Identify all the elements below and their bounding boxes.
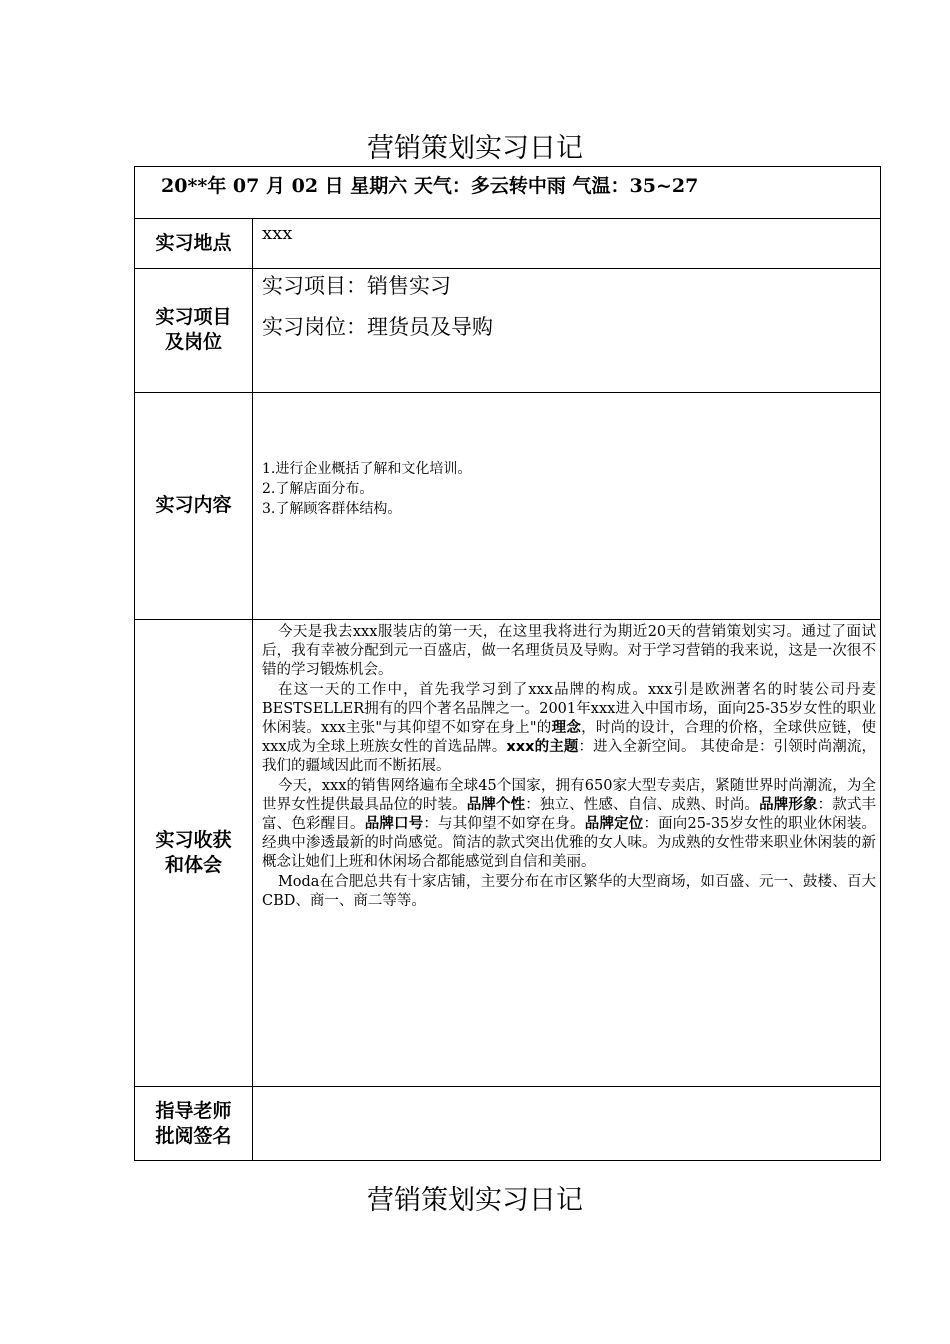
diary-table (134, 166, 881, 1161)
teacher-signature-field[interactable] (253, 1087, 881, 1160)
project-item: 实习项目：销售实习 (262, 274, 451, 298)
label-content: 实习内容 (155, 494, 232, 516)
paragraph: 今天是我去xxx服装店的第一天，在这里我将进行为期近20天的营销策划实习。通过了面试后，我有幸被分配到元一百盛店，做一名理货员及导购。对于学习营销的我来说，这是一次很不错的学习锻炼机会。 (262, 624, 876, 679)
label-reflection-line2: 和体会 (164, 853, 222, 876)
content-list (262, 459, 471, 519)
paragraph: Moda在合肥总共有十家店铺，主要分布在市区繁华的大型商场，如百盛、元一、鼓楼、百大CBD、商一、商二等等。 (262, 873, 876, 909)
page-title: 营销策划实习日记 (367, 133, 583, 164)
page-title-repeat: 营销策划实习日记 (367, 1185, 583, 1216)
label-project (135, 268, 252, 392)
label-project-line1: 实习项目 (155, 306, 232, 328)
place-value: xxx (262, 223, 293, 244)
label-reflection-line1: 实习收获 (155, 828, 232, 851)
date-weather-line: 20**年 07 月 02 日 星期六 天气：多云转中雨 气温：35~27 (161, 175, 699, 197)
reflection-text (262, 623, 876, 911)
paragraph: 今天，xxx的销售网络遍布全球45个国家，拥有650家大型专卖店，紧随世界时尚潮流，为全世界女性提供最具品位的时装。品牌个性：独立、性感、自信、成熟、时尚。品牌形象：款式丰富、色彩醒目。品牌口号：与其仰望不如穿在身。品牌定位：面向25-35岁女性的职业休闲装。经典中渗透最新的时尚感觉。简洁的款式突出优雅的女人味。为成熟的女性带来职业休闲装的新概念让她们上班和休闲场合都能感觉到自信和美丽。 (262, 777, 877, 871)
column-divider (252, 218, 253, 1161)
list-item: 3.了解顾客群体结构。 (262, 501, 402, 517)
label-teacher-line2: 批阅签名 (155, 1124, 232, 1147)
label-reflection (135, 619, 252, 1086)
label-project-line2: 及岗位 (164, 331, 222, 353)
label-teacher (135, 1086, 252, 1161)
list-item: 2.了解店面分布。 (262, 481, 374, 497)
paragraph: 在这一天的工作中，首先我学习到了xxx品牌的构成。xxx引是欧洲著名的时装公司丹麦BESTSELLER拥有的四个著名品牌之一。2001年xxx进入中国市场，面向25-35岁女性的职业休闲装。xxx主张"与其仰望不如穿在身上"的理念，时尚的设计，合理的价格，全球供应链，使xxx成为全球上班族女性的首选品牌。xxx的主题：进入全新空间。 其使命是：引领时尚潮流，我们的疆域因此而不断拓展。 (262, 681, 877, 775)
project-position: 实习岗位：理货员及导购 (262, 315, 493, 339)
label-teacher-line1: 指导老师 (155, 1099, 232, 1122)
label-place: 实习地点 (155, 231, 232, 254)
list-item: 1.进行企业概括了解和文化培训。 (262, 461, 472, 477)
